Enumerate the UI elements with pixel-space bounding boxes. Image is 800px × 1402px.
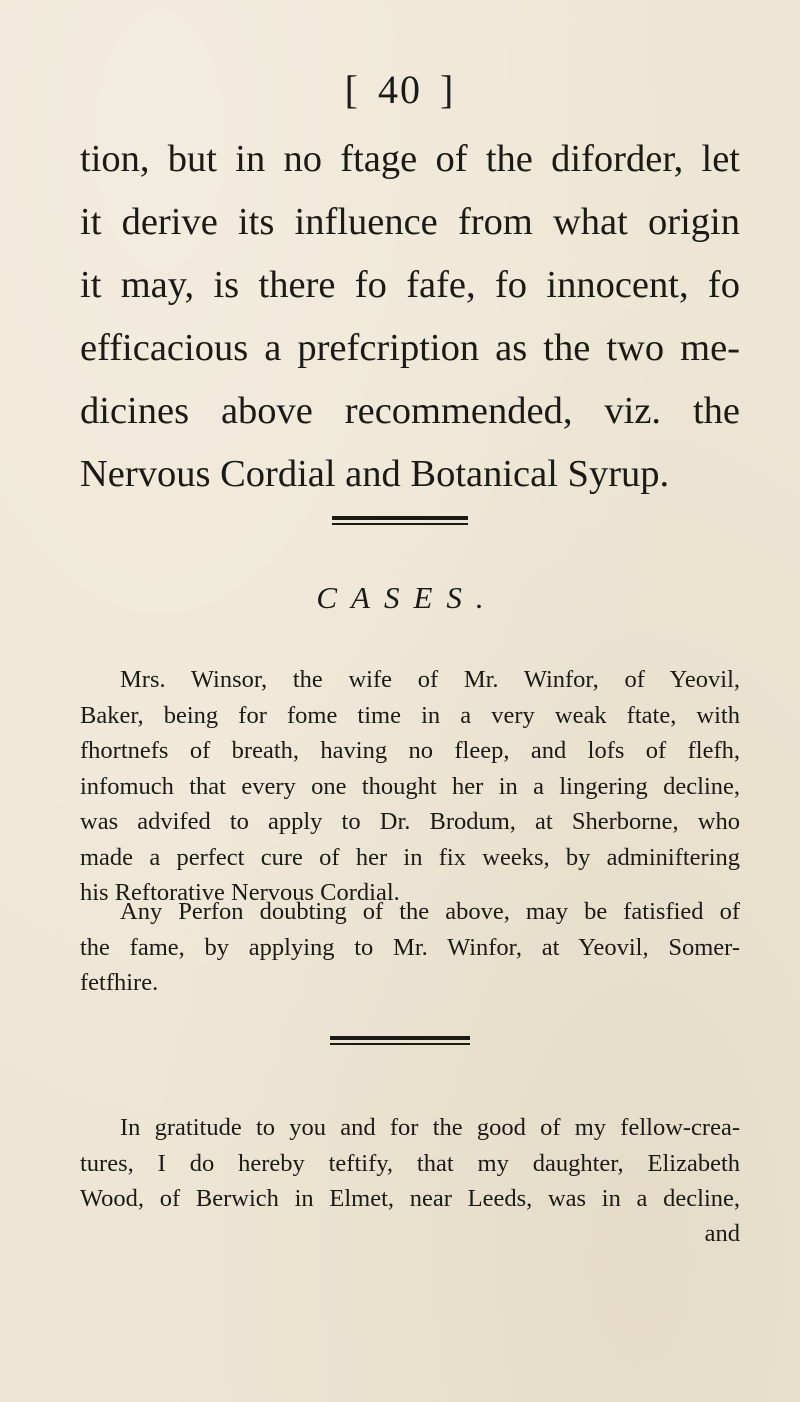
testimonial-paragraph	[80, 1110, 740, 1217]
section-divider	[332, 516, 468, 525]
text-line: In gratitude to you and for the good of my fellow-crea-	[120, 1114, 740, 1141]
catchword: and	[704, 1220, 740, 1247]
section-divider	[330, 1036, 470, 1045]
case-note-paragraph	[80, 894, 740, 1001]
text-line: it derive its influence from what origin	[80, 201, 740, 243]
divider-thick-line	[330, 1036, 470, 1040]
text-line: Nervous Cordial and Botanical Syrup.	[80, 453, 670, 495]
text-line: Any Perfon doubting of the above, may be fatisfied of	[120, 898, 740, 925]
divider-thick-line	[332, 516, 468, 520]
text-line: Mrs. Winsor, the wife of Mr. Winfor, of Yeovil,	[120, 666, 740, 693]
text-line: his Reftorative Nervous Cordial.	[80, 879, 400, 906]
text-line: fetfhire.	[80, 969, 159, 996]
text-line: fhortnefs of breath, having no fleep, and lofs of flefh,	[80, 737, 740, 764]
divider-thin-line	[330, 1043, 470, 1045]
section-heading: CASES.	[316, 580, 498, 615]
text-line: Baker, being for fome time in a very weak ftate, with	[80, 701, 740, 729]
page-number: [ 40 ]	[344, 67, 456, 112]
text-line: infomuch that every one thought her in a lingering decline,	[80, 772, 740, 800]
text-line: made a perfect cure of her in fix weeks, by adminiftering	[80, 843, 740, 871]
text-line: it may, is there fo fafe, fo innocent, fo	[80, 264, 740, 306]
text-line: the fame, by applying to Mr. Winfor, at Yeovil, Somer-	[80, 933, 740, 961]
case-one-paragraph	[80, 662, 740, 911]
text-line: Wood, of Berwich in Elmet, near Leeds, was in a decline,	[80, 1185, 740, 1212]
lead-paragraph	[80, 128, 740, 506]
text-line: dicines above recommended, viz. the	[80, 390, 740, 432]
divider-thin-line	[332, 523, 468, 525]
text-line: tures, I do hereby teftify, that my daughter, Elizabeth	[80, 1149, 740, 1177]
text-line: tion, but in no ftage of the diforder, let	[80, 138, 740, 180]
text-line: was advifed to apply to Dr. Brodum, at Sherborne, who	[80, 808, 740, 835]
text-line: efficacious a prefcription as the two me-	[80, 327, 740, 369]
